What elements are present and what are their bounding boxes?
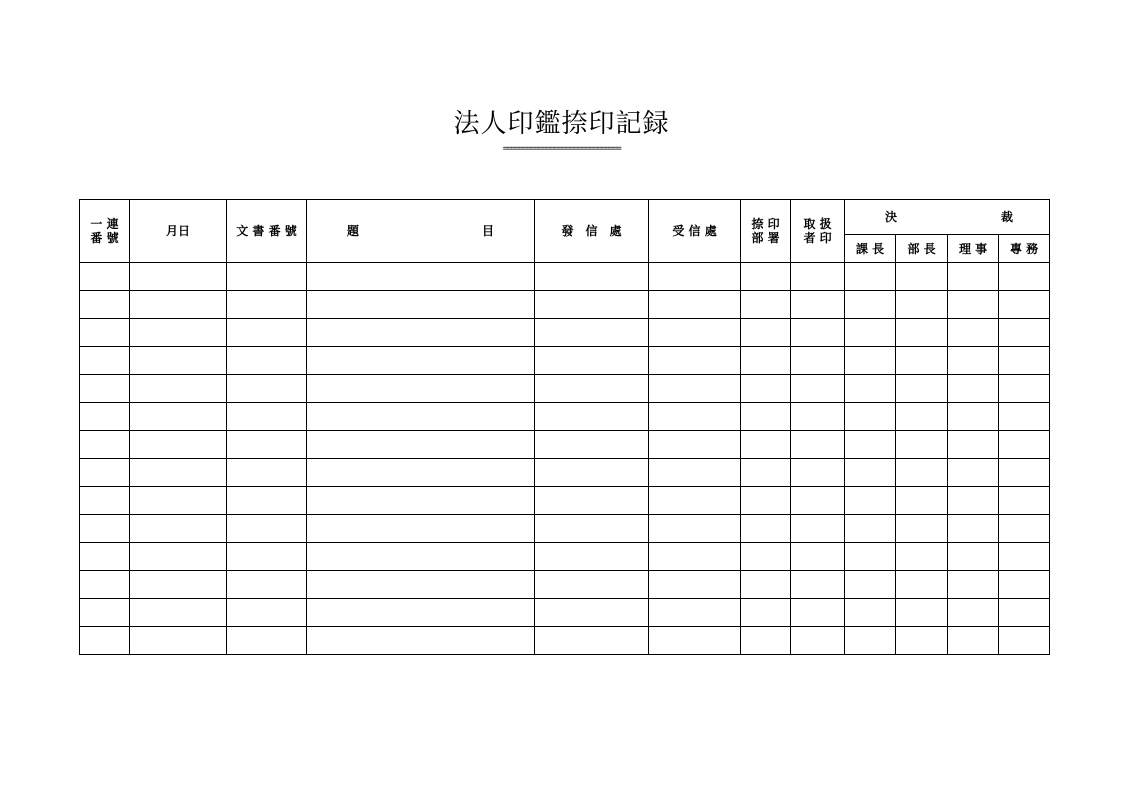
table-cell[interactable] bbox=[80, 375, 130, 403]
table-cell[interactable] bbox=[227, 431, 307, 459]
table-cell[interactable] bbox=[307, 263, 535, 291]
table-cell[interactable] bbox=[227, 571, 307, 599]
header-subject bbox=[307, 200, 535, 263]
table-cell[interactable] bbox=[649, 515, 741, 543]
table-cell[interactable] bbox=[741, 599, 791, 627]
table-cell[interactable] bbox=[307, 487, 535, 515]
table-cell[interactable] bbox=[80, 571, 130, 599]
table-cell[interactable] bbox=[845, 487, 896, 515]
table-cell[interactable] bbox=[791, 347, 845, 375]
table-cell[interactable] bbox=[999, 627, 1050, 655]
table-cell[interactable] bbox=[896, 375, 948, 403]
table-row bbox=[80, 319, 1050, 347]
table-cell[interactable] bbox=[535, 487, 649, 515]
table-cell[interactable] bbox=[307, 571, 535, 599]
table-cell[interactable] bbox=[948, 319, 999, 347]
table-cell[interactable] bbox=[535, 459, 649, 487]
table-cell[interactable] bbox=[999, 347, 1050, 375]
table-cell[interactable] bbox=[845, 543, 896, 571]
header-serial-line2: 番 號 bbox=[90, 231, 119, 245]
table-cell[interactable] bbox=[649, 263, 741, 291]
table-cell[interactable] bbox=[130, 627, 227, 655]
table-cell[interactable] bbox=[896, 431, 948, 459]
table-cell[interactable] bbox=[649, 571, 741, 599]
table-cell[interactable] bbox=[307, 515, 535, 543]
header-approval-left: 決 bbox=[885, 210, 898, 224]
table-cell[interactable] bbox=[741, 431, 791, 459]
table-cell[interactable] bbox=[535, 543, 649, 571]
table-cell[interactable] bbox=[845, 571, 896, 599]
table-row bbox=[80, 291, 1050, 319]
table-cell[interactable] bbox=[791, 627, 845, 655]
table-cell[interactable] bbox=[227, 599, 307, 627]
table-row bbox=[80, 627, 1050, 655]
header-managing-director: 專 務 bbox=[999, 235, 1050, 263]
table-cell[interactable] bbox=[896, 403, 948, 431]
table-cell[interactable] bbox=[845, 291, 896, 319]
header-approval bbox=[845, 200, 1050, 235]
table-cell[interactable] bbox=[649, 543, 741, 571]
table-cell[interactable] bbox=[896, 263, 948, 291]
table-row bbox=[80, 515, 1050, 543]
header-seal-department bbox=[741, 200, 791, 263]
table-cell[interactable] bbox=[130, 543, 227, 571]
table-cell[interactable] bbox=[80, 291, 130, 319]
table-cell[interactable] bbox=[791, 543, 845, 571]
title-underline: ============================== bbox=[502, 144, 621, 154]
header-day: 日 bbox=[178, 224, 191, 238]
table-cell[interactable] bbox=[227, 319, 307, 347]
table-cell[interactable] bbox=[130, 599, 227, 627]
table-cell[interactable] bbox=[896, 319, 948, 347]
table-cell[interactable] bbox=[130, 319, 227, 347]
table-cell[interactable] bbox=[999, 543, 1050, 571]
table-cell[interactable] bbox=[948, 487, 999, 515]
table-cell[interactable] bbox=[948, 515, 999, 543]
table-cell[interactable] bbox=[845, 431, 896, 459]
header-receiver: 受 信 處 bbox=[649, 200, 741, 263]
table-cell[interactable] bbox=[999, 431, 1050, 459]
table-cell[interactable] bbox=[948, 571, 999, 599]
table-cell[interactable] bbox=[307, 599, 535, 627]
table-cell[interactable] bbox=[130, 431, 227, 459]
table-cell[interactable] bbox=[896, 571, 948, 599]
table-cell[interactable] bbox=[741, 403, 791, 431]
table-cell[interactable] bbox=[741, 375, 791, 403]
table-cell[interactable] bbox=[130, 403, 227, 431]
table-cell[interactable] bbox=[948, 543, 999, 571]
table-cell[interactable] bbox=[307, 627, 535, 655]
table-cell[interactable] bbox=[791, 487, 845, 515]
table-cell[interactable] bbox=[791, 263, 845, 291]
header-month: 月 bbox=[166, 224, 179, 238]
table-cell[interactable] bbox=[307, 375, 535, 403]
table-cell[interactable] bbox=[999, 375, 1050, 403]
table-cell[interactable] bbox=[948, 375, 999, 403]
table-cell[interactable] bbox=[896, 599, 948, 627]
header-seal-dept-line1: 捺 印 bbox=[751, 217, 780, 231]
table-cell[interactable] bbox=[130, 263, 227, 291]
table-cell[interactable] bbox=[741, 627, 791, 655]
table-cell[interactable] bbox=[80, 599, 130, 627]
table-cell[interactable] bbox=[535, 347, 649, 375]
table-cell[interactable] bbox=[948, 431, 999, 459]
table-cell[interactable] bbox=[896, 487, 948, 515]
table-cell[interactable] bbox=[227, 375, 307, 403]
table-cell[interactable] bbox=[896, 543, 948, 571]
table-cell[interactable] bbox=[999, 291, 1050, 319]
table-cell[interactable] bbox=[791, 403, 845, 431]
table-cell[interactable] bbox=[535, 375, 649, 403]
header-director: 理 事 bbox=[948, 235, 999, 263]
table-cell[interactable] bbox=[741, 571, 791, 599]
table-cell[interactable] bbox=[999, 571, 1050, 599]
table-cell[interactable] bbox=[896, 291, 948, 319]
header-seal-dept-line2: 部 署 bbox=[751, 231, 780, 245]
header-serial-number bbox=[80, 200, 130, 263]
table-cell[interactable] bbox=[845, 459, 896, 487]
table-cell[interactable] bbox=[649, 599, 741, 627]
table-cell[interactable] bbox=[535, 627, 649, 655]
table-cell[interactable] bbox=[999, 263, 1050, 291]
table-cell[interactable] bbox=[845, 375, 896, 403]
table-cell[interactable] bbox=[535, 599, 649, 627]
header-section-chief: 課 長 bbox=[845, 235, 896, 263]
table-cell[interactable] bbox=[227, 459, 307, 487]
table-cell[interactable] bbox=[791, 375, 845, 403]
table-cell[interactable] bbox=[948, 627, 999, 655]
table-cell[interactable] bbox=[535, 515, 649, 543]
table-cell[interactable] bbox=[649, 487, 741, 515]
table-cell[interactable] bbox=[999, 599, 1050, 627]
table-row bbox=[80, 347, 1050, 375]
table-cell[interactable] bbox=[130, 375, 227, 403]
header-subject-left: 題 bbox=[347, 224, 360, 238]
table-cell[interactable] bbox=[845, 599, 896, 627]
table-cell[interactable] bbox=[741, 487, 791, 515]
table-cell[interactable] bbox=[130, 347, 227, 375]
table-cell[interactable] bbox=[80, 319, 130, 347]
table-cell[interactable] bbox=[896, 459, 948, 487]
seal-record-table bbox=[79, 199, 1050, 655]
table-cell[interactable] bbox=[845, 627, 896, 655]
table-cell[interactable] bbox=[307, 291, 535, 319]
table-row bbox=[80, 571, 1050, 599]
table-cell[interactable] bbox=[649, 319, 741, 347]
table-cell[interactable] bbox=[130, 459, 227, 487]
table-cell[interactable] bbox=[227, 515, 307, 543]
table-cell[interactable] bbox=[948, 291, 999, 319]
table-cell[interactable] bbox=[227, 291, 307, 319]
table-cell[interactable] bbox=[80, 347, 130, 375]
table-cell[interactable] bbox=[227, 627, 307, 655]
table-cell[interactable] bbox=[741, 291, 791, 319]
table-cell[interactable] bbox=[896, 627, 948, 655]
table-row bbox=[80, 459, 1050, 487]
table-cell[interactable] bbox=[80, 487, 130, 515]
header-date bbox=[130, 200, 227, 263]
table-row bbox=[80, 487, 1050, 515]
table-cell[interactable] bbox=[999, 459, 1050, 487]
table-cell[interactable] bbox=[535, 263, 649, 291]
table-cell[interactable] bbox=[999, 319, 1050, 347]
header-handler-line1: 取 扱 bbox=[803, 217, 832, 231]
table-row bbox=[80, 375, 1050, 403]
table-cell[interactable] bbox=[130, 515, 227, 543]
table-row bbox=[80, 263, 1050, 291]
header-document-number: 文 書 番 號 bbox=[227, 200, 307, 263]
table-cell[interactable] bbox=[649, 431, 741, 459]
table-cell[interactable] bbox=[741, 543, 791, 571]
table-cell[interactable] bbox=[741, 515, 791, 543]
table-cell[interactable] bbox=[227, 263, 307, 291]
header-sender: 發 信 處 bbox=[535, 200, 649, 263]
table-cell[interactable] bbox=[307, 459, 535, 487]
table-cell[interactable] bbox=[791, 319, 845, 347]
table-cell[interactable] bbox=[791, 515, 845, 543]
table-cell[interactable] bbox=[649, 375, 741, 403]
table-cell[interactable] bbox=[130, 571, 227, 599]
table-cell[interactable] bbox=[307, 347, 535, 375]
header-subject-right: 目 bbox=[482, 224, 495, 238]
table-cell[interactable] bbox=[845, 515, 896, 543]
table-cell[interactable] bbox=[845, 347, 896, 375]
table-row bbox=[80, 543, 1050, 571]
table-cell[interactable] bbox=[896, 515, 948, 543]
header-serial-line1: 一 連 bbox=[90, 217, 119, 231]
table-cell[interactable] bbox=[130, 487, 227, 515]
table-cell[interactable] bbox=[896, 347, 948, 375]
table-cell[interactable] bbox=[791, 599, 845, 627]
table-cell[interactable] bbox=[227, 543, 307, 571]
table-cell[interactable] bbox=[741, 319, 791, 347]
header-department-head: 部 長 bbox=[896, 235, 948, 263]
table-cell[interactable] bbox=[227, 347, 307, 375]
header-handler-line2: 者 印 bbox=[803, 231, 832, 245]
table-cell[interactable] bbox=[80, 627, 130, 655]
table-row bbox=[80, 599, 1050, 627]
table-cell[interactable] bbox=[227, 487, 307, 515]
header-handler-seal bbox=[791, 200, 845, 263]
table-cell[interactable] bbox=[649, 459, 741, 487]
page-title: 法人印鑑捺印記録 bbox=[453, 109, 670, 139]
table-cell[interactable] bbox=[791, 291, 845, 319]
table-cell[interactable] bbox=[845, 263, 896, 291]
table-cell[interactable] bbox=[948, 599, 999, 627]
table-cell[interactable] bbox=[307, 319, 535, 347]
table-cell[interactable] bbox=[649, 627, 741, 655]
table-cell[interactable] bbox=[535, 319, 649, 347]
table-cell[interactable] bbox=[80, 459, 130, 487]
table-cell[interactable] bbox=[227, 403, 307, 431]
table-cell[interactable] bbox=[948, 459, 999, 487]
table-cell[interactable] bbox=[535, 571, 649, 599]
table-cell[interactable] bbox=[80, 431, 130, 459]
table-row bbox=[80, 431, 1050, 459]
table-cell[interactable] bbox=[948, 347, 999, 375]
table-cell[interactable] bbox=[999, 487, 1050, 515]
table-cell[interactable] bbox=[948, 403, 999, 431]
table-cell[interactable] bbox=[80, 263, 130, 291]
table-cell[interactable] bbox=[307, 431, 535, 459]
table-cell[interactable] bbox=[999, 515, 1050, 543]
table-cell[interactable] bbox=[741, 459, 791, 487]
table-cell[interactable] bbox=[535, 403, 649, 431]
table-cell[interactable] bbox=[845, 319, 896, 347]
table-cell[interactable] bbox=[948, 263, 999, 291]
table-cell[interactable] bbox=[80, 403, 130, 431]
table-row bbox=[80, 403, 1050, 431]
table-cell[interactable] bbox=[649, 347, 741, 375]
table-cell[interactable] bbox=[80, 515, 130, 543]
header-approval-right: 裁 bbox=[1001, 210, 1014, 224]
table-cell[interactable] bbox=[649, 291, 741, 319]
table-cell[interactable] bbox=[130, 291, 227, 319]
table-cell[interactable] bbox=[741, 347, 791, 375]
table-cell[interactable] bbox=[845, 403, 896, 431]
table-cell[interactable] bbox=[535, 431, 649, 459]
table-cell[interactable] bbox=[307, 543, 535, 571]
table-cell[interactable] bbox=[649, 403, 741, 431]
table-cell[interactable] bbox=[741, 263, 791, 291]
table-cell[interactable] bbox=[80, 543, 130, 571]
table-cell[interactable] bbox=[307, 403, 535, 431]
table-cell[interactable] bbox=[999, 403, 1050, 431]
table-cell[interactable] bbox=[791, 571, 845, 599]
table-cell[interactable] bbox=[791, 459, 845, 487]
table-cell[interactable] bbox=[791, 431, 845, 459]
table-cell[interactable] bbox=[535, 291, 649, 319]
